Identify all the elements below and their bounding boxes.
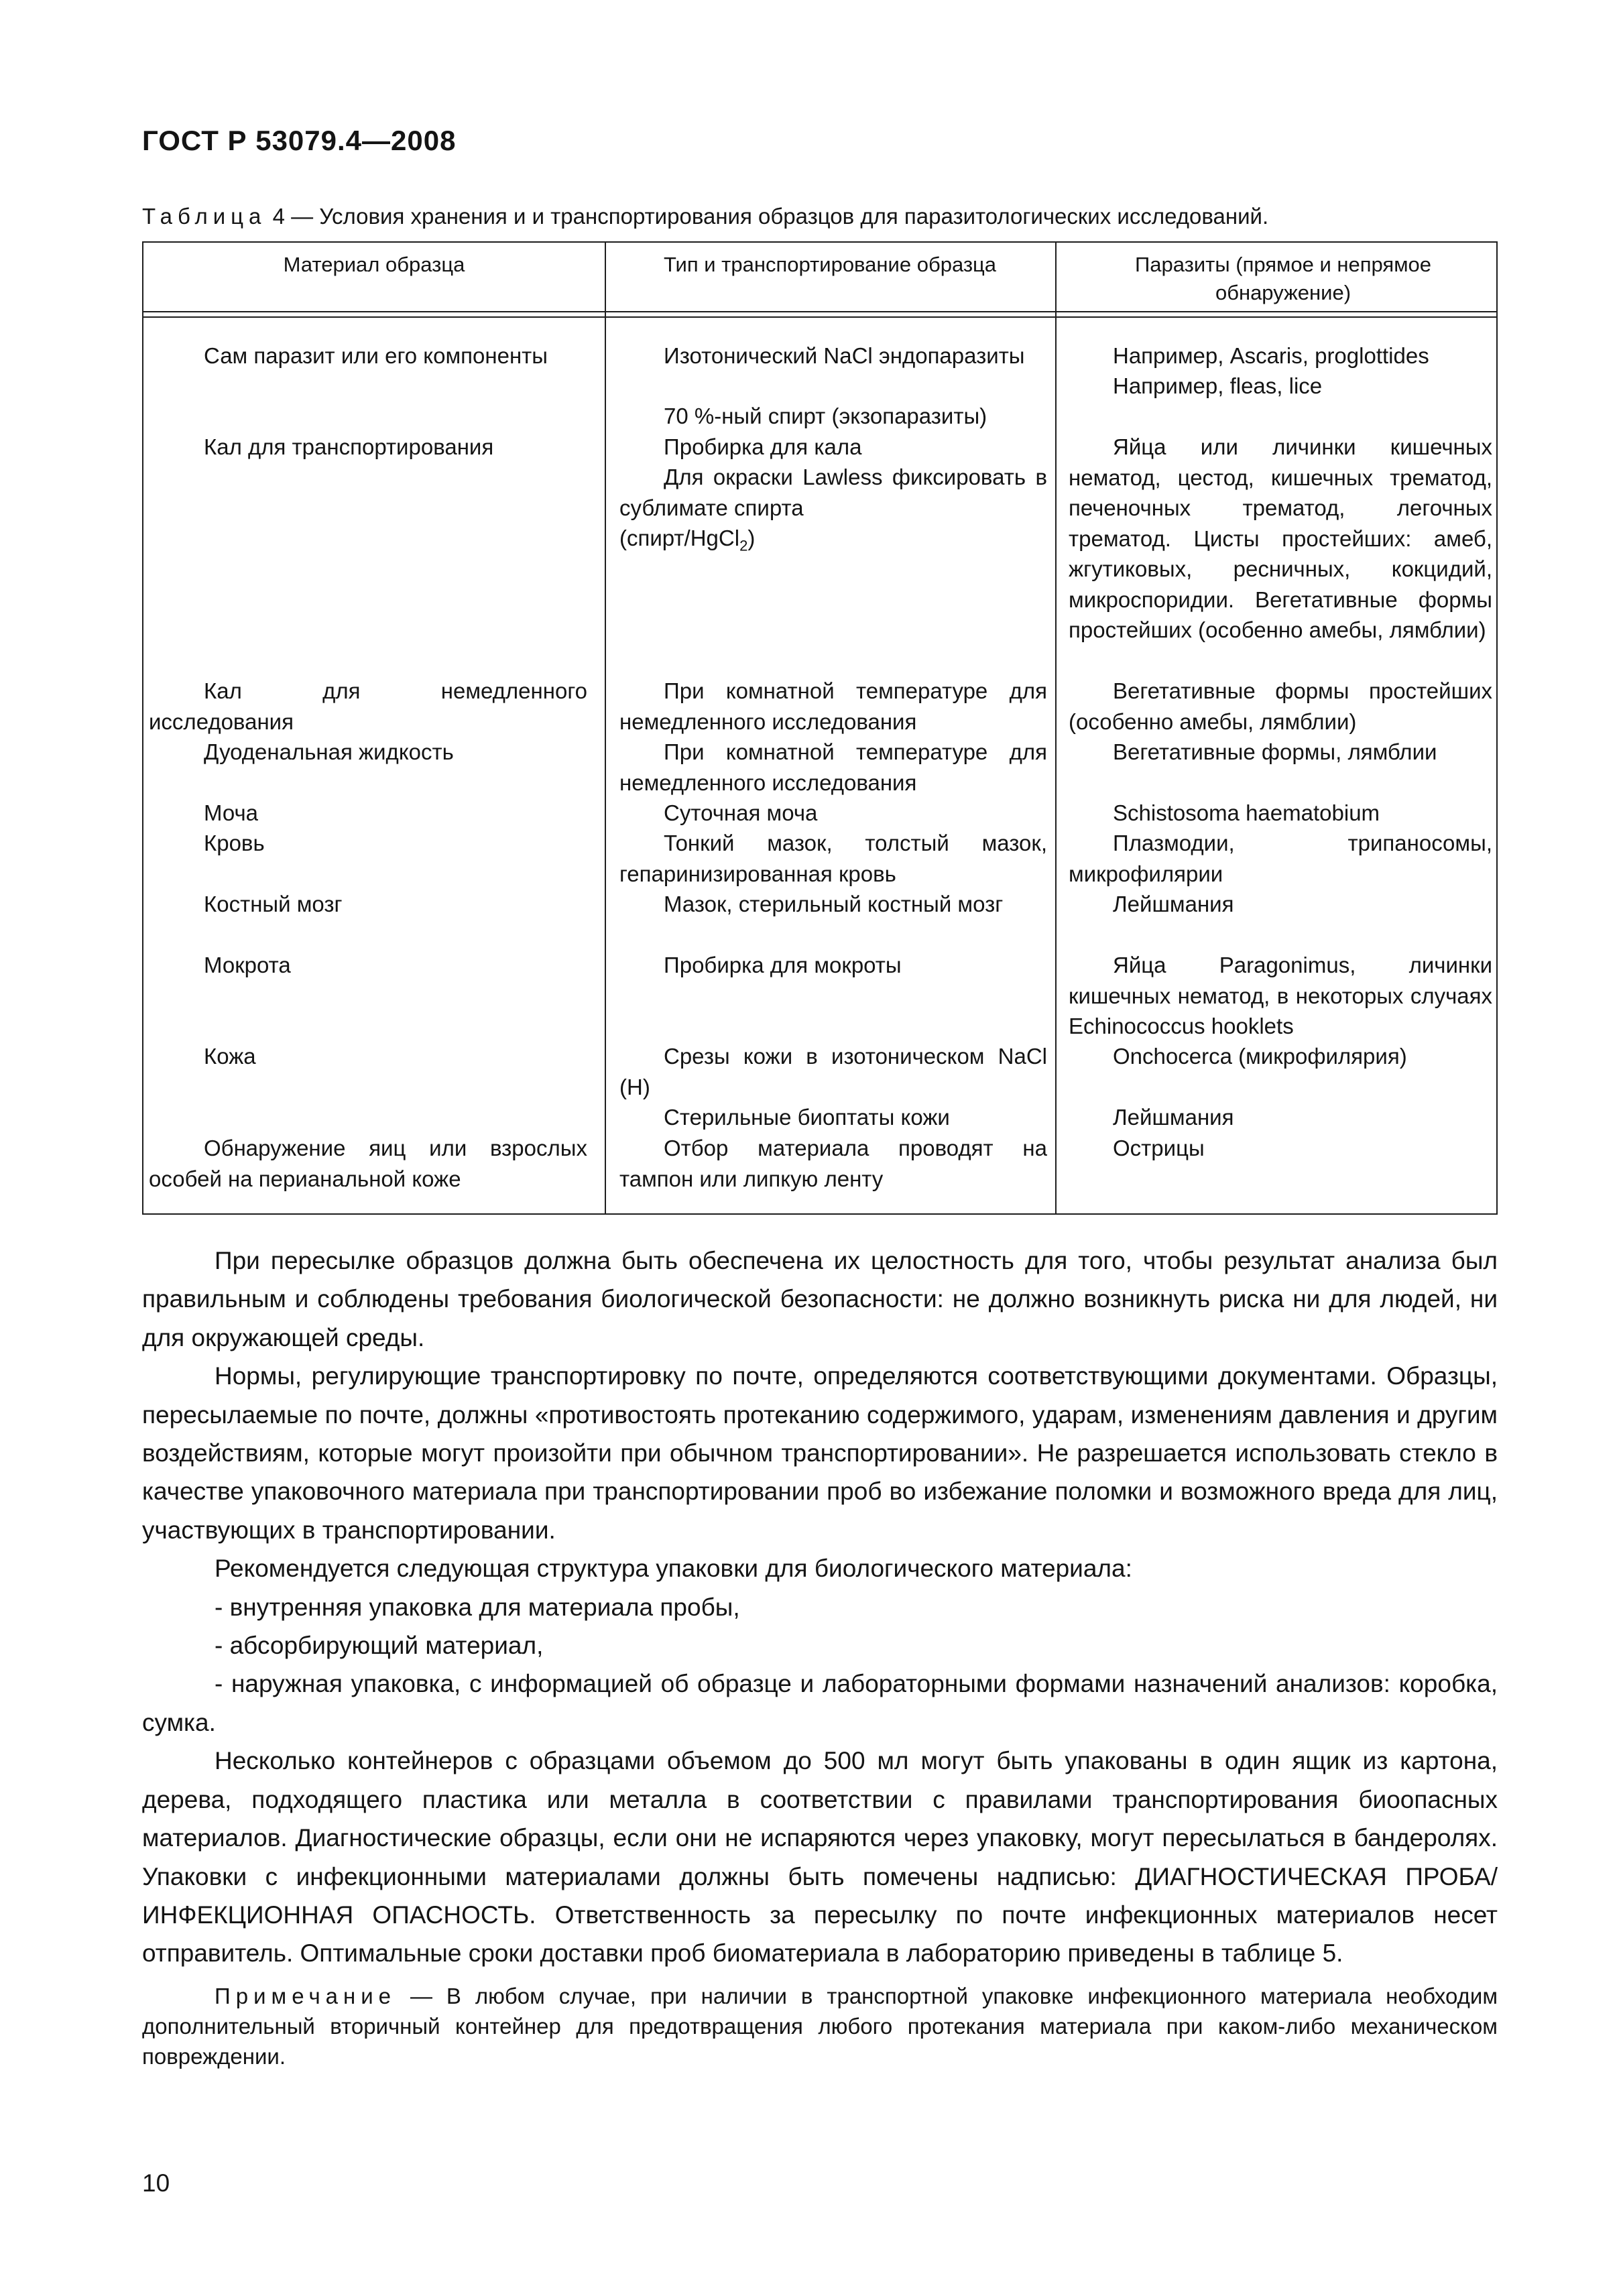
paragraph: При пересылке образцов должна быть обеспечена их целостность для того, чтобы результат анализа был правильным и соблюдены требования биологической безопасности: не должно возникнуть риска ни для людей, ни для окружающей среды.: [142, 1247, 1498, 1351]
table-cell: Обнаружение яиц или взрослых особей на перианальной коже: [149, 1136, 587, 1191]
list-item: - внутренняя упаковка для материала пробы,: [215, 1593, 740, 1621]
table-cell: Onchocerca (микрофилярия): [1113, 1044, 1407, 1069]
paragraph: Нормы, регулирующие транспортировку по почте, определяются соответствующими документами. Образцы, пересылаемые по почте, должны «противостоять протеканию содержимого, ударам, изменениям давления и другим воздействиям, которые могут произойти при обычном транспортировании». Не разрешается использовать стекло в качестве упаковочного материала при транспортировании проб во избежание поломки и возможного вреда для лиц, участвующих в транспортировании.: [142, 1362, 1498, 1544]
table-cell: Яйца или личинки кишечных нематод, цестод, кишечных трематод, печеночных трематод, легочных трематод. Цисты простейших: амеб, жгутиковых, ресничных, кокцидий, микроспоридии. Вегетативные формы простейших (особенно амебы, лямблии): [1069, 434, 1492, 642]
list-item: - абсорбирующий материал,: [215, 1632, 544, 1660]
table-cell: Срезы кожи в изотоническом NaCl (H): [619, 1044, 1047, 1099]
parasitology-table: [142, 241, 1498, 1215]
table-cell: Кровь: [204, 831, 265, 855]
table-cell: Для окраски Lawless фиксировать в сублимате спирта: [619, 465, 1047, 520]
table-cell: [619, 523, 1047, 561]
table-cell: Изотонический NaCl эндопаразиты: [664, 343, 1025, 368]
body-text: [142, 1242, 1498, 1973]
table-cell: Мазок, стерильный костный мозг: [664, 892, 1004, 916]
table-caption: [142, 204, 1268, 229]
table-cell: Например, fleas, lice: [1113, 373, 1323, 398]
table-cell: Кал для немедленного исследования: [149, 678, 587, 734]
table-cell: Кожа: [204, 1044, 256, 1069]
document-header: ГОСТ Р 53079.4—2008: [142, 125, 457, 156]
table-cell: Костный мозг: [204, 892, 343, 916]
table-header-type: Тип и транспортирование образца: [663, 253, 997, 276]
paragraph: Рекомендуется следующая структура упаковки для биологического материала:: [215, 1555, 1132, 1583]
note: [142, 1981, 1498, 2071]
table-cell: Пробирка для мокроты: [664, 953, 902, 977]
table-cell: Моча: [204, 800, 259, 825]
table-cell: Яйца Paragonimus, личинки кишечных нематод, в некоторых случаях Echinococcus hooklets: [1069, 953, 1492, 1038]
formula-text: ): [747, 526, 756, 550]
table-cell: Лейшмания: [1113, 892, 1234, 916]
table-cell: Лейшмания: [1113, 1105, 1234, 1130]
table-cell: При комнатной температуре для немедленного исследования: [619, 739, 1047, 795]
table-cell: Например, Ascaris, proglottides: [1113, 343, 1429, 368]
table-cell: Вегетативные формы, лямблии: [1113, 739, 1437, 764]
column-divider: [605, 243, 606, 1213]
table-cell: Острицы: [1113, 1136, 1205, 1160]
page-number: 10: [142, 2169, 170, 2197]
table-caption-label: Таблица: [142, 204, 267, 229]
note-label: Примечание: [215, 1984, 397, 2008]
table-cell: Сам паразит или его компоненты: [204, 343, 548, 368]
column-divider: [1055, 243, 1057, 1213]
header-divider: [143, 316, 1496, 318]
table-cell: Кал для транспортирования: [204, 434, 494, 459]
table-cell: Тонкий мазок, толстый мазок, гепаринизированная кровь: [619, 831, 1047, 886]
table-cell: При комнатной температуре для немедленного исследования: [619, 678, 1047, 734]
note-text: — В любом случае, при наличии в транспортной упаковке инфекционного материала необходим дополнительный вторичный контейнер для предотвращения любого протекания материала при каком-либо механическом повреждении.: [142, 1984, 1498, 2069]
table-cell: Пробирка для кала: [664, 434, 862, 459]
table-cell: Отбор материала проводят на тампон или липкую ленту: [619, 1136, 1047, 1191]
table-caption-text: 4 — Условия хранения и и транспортирования образцов для паразитологических исследований.: [272, 204, 1269, 229]
table-cell: 70 %-ный спирт (экзопаразиты): [664, 404, 987, 428]
paragraph: Несколько контейнеров с образцами объемом до 500 мл могут быть упакованы в один ящик из картона, дерева, подходящего пластика или металла в соответствии с правилами транспортирования биоопасных материалов. Диагностические образцы, если они не испаряются через упаковку, могут пересылаться в бандеролях. Упаковки с инфекционными материалами должны быть помечены надписью: ДИАГНОСТИЧЕСКАЯ ПРОБА/ ИНФЕКЦИОННАЯ ОПАСНОСТЬ. Ответственность за пересылку по почте инфекционных материалов несет отправитель. Оптимальные сроки доставки проб биоматериала в лабораторию приведены в таблице 5.: [142, 1747, 1498, 1968]
formula-text: (спирт/HgCl: [619, 526, 740, 550]
formula-subscript: 2: [739, 537, 748, 554]
table-header-parasites: Паразиты (прямое и непрямое обнаружение): [1134, 253, 1432, 304]
table-cell: Дуоденальная жидкость: [204, 739, 454, 764]
table-cell: Стерильные биоптаты кожи: [664, 1105, 950, 1130]
table-cell: Плазмодии, трипаносомы, микрофилярии: [1069, 831, 1492, 886]
table-cell: Суточная моча: [664, 800, 818, 825]
list-item: - наружная упаковка, с информацией об образце и лабораторными формами назначений анализов: коробка, сумка.: [142, 1670, 1498, 1736]
header-divider: [143, 311, 1496, 312]
table-header-material: Материал образца: [283, 253, 465, 276]
table-cell: Schistosoma haematobium: [1113, 800, 1380, 825]
table-cell: Вегетативные формы простейших (особенно амебы, лямблии): [1069, 678, 1492, 734]
table-cell: Мокрота: [204, 953, 291, 977]
